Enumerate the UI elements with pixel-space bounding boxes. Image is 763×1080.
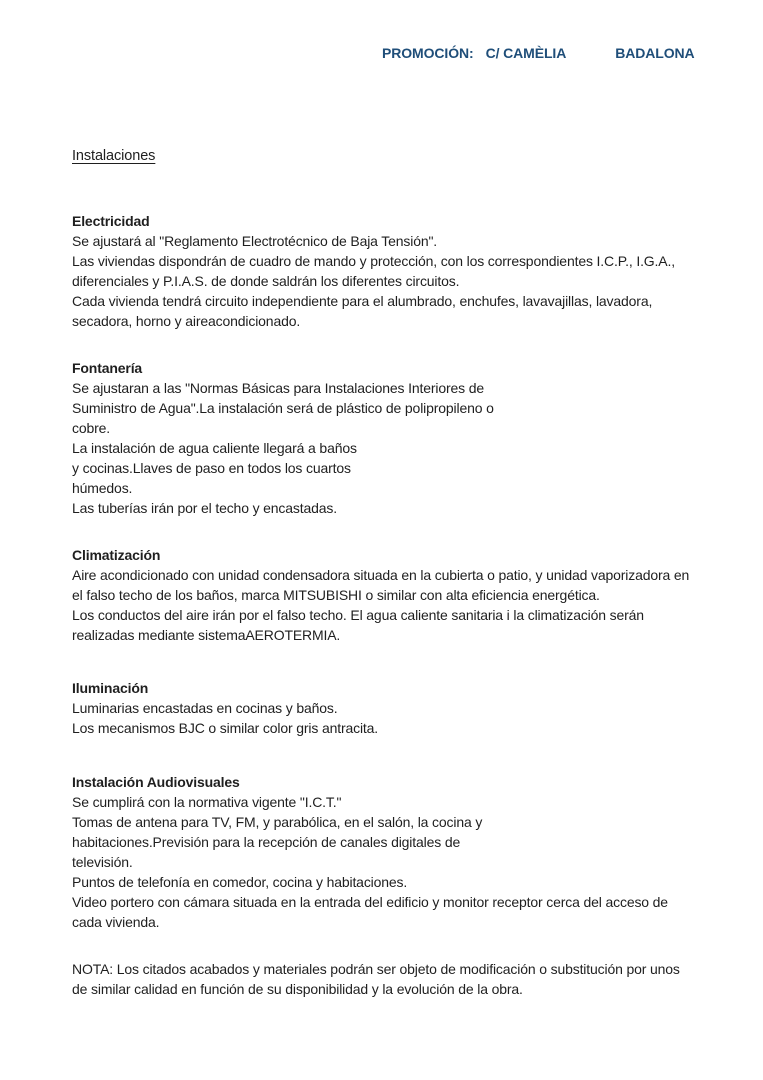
note-block (72, 959, 680, 999)
note-body (72, 959, 680, 999)
section-body (72, 792, 668, 932)
section-electricidad (72, 211, 675, 331)
text-line: Luminarias encastadas en cocinas y baños. (72, 700, 338, 716)
section-heading: Iluminación (72, 680, 149, 696)
text-line: Los conductos del aire irán por el falso techo. El agua caliente sanitaria i la climatización serán (72, 607, 644, 623)
section-body (72, 565, 689, 645)
text-line: habitaciones.Previsión para la recepción de canales digitales de (72, 834, 461, 850)
section-body (72, 231, 675, 331)
text-line: cobre. (72, 420, 111, 436)
text-line: Suministro de Agua".La instalación será de plástico de polipropileno o (72, 400, 494, 416)
promotion-label: PROMOCIÓN: (382, 45, 474, 61)
text-line: Se cumplirá con la normativa vigente "I.C.T." (72, 794, 342, 810)
section-climatizacion (72, 545, 689, 645)
text-line: cada vivienda. (72, 914, 160, 930)
text-line: Puntos de telefonía en comedor, cocina y habitaciones. (72, 874, 408, 890)
text-line: húmedos. (72, 480, 133, 496)
section-heading: Instalación Audiovisuales (72, 774, 240, 790)
text-line: Video portero con cámara situada en la entrada del edificio y monitor receptor cerca del acceso de (72, 894, 668, 910)
text-line: y cocinas.Llaves de paso en todos los cuartos (72, 460, 351, 476)
text-line: Las viviendas dispondrán de cuadro de mando y protección, con los correspondientes I.C.P., I.G.A., (72, 253, 675, 269)
section-iluminacion (72, 678, 378, 738)
section-instalacion-audiovisuales (72, 772, 668, 932)
section-heading: Electricidad (72, 213, 150, 229)
section-heading: Climatización (72, 547, 161, 563)
text-line: realizadas mediante sistemaAEROTERMIA. (72, 627, 341, 643)
text-line: diferenciales y P.I.A.S. de donde saldrán los diferentes circuitos. (72, 273, 460, 289)
text-line: el falso techo de los baños, marca MITSUBISHI o similar con alta eficiencia energética. (72, 587, 600, 603)
text-line: La instalación de agua caliente llegará a baños (72, 440, 357, 456)
document-header (382, 45, 695, 61)
section-body (72, 698, 378, 738)
text-line: Los mecanismos BJC o similar color gris antracita. (72, 720, 379, 736)
text-line: Las tuberías irán por el techo y encastadas. (72, 500, 338, 516)
text-line: Se ajustaran a las "Normas Básicas para Instalaciones Interiores de (72, 380, 485, 396)
text-line: televisión. (72, 854, 133, 870)
text-line: de similar calidad en función de su disponibilidad y la evolución de la obra. (72, 981, 523, 997)
text-line: Cada vivienda tendrá circuito independiente para el alumbrado, enchufes, lavavajillas, lavadora, (72, 293, 653, 309)
text-line: Se ajustará al "Reglamento Electrotécnico de Baja Tensión". (72, 233, 438, 249)
text-line: Tomas de antena para TV, FM, y parabólica, en el salón, la cocina y (72, 814, 483, 830)
promotion-city: BADALONA (615, 45, 695, 61)
section-fontaneria (72, 358, 494, 518)
promotion-address: C/ CAMÈLIA (485, 45, 567, 61)
text-line: Aire acondicionado con unidad condensadora situada en la cubierta o patio, y unidad vaporizadora en (72, 567, 690, 583)
text-line: NOTA: Los citados acabados y materiales podrán ser objeto de modificación o substitución por unos (72, 961, 680, 977)
page-title: Instalaciones (72, 148, 156, 164)
text-line: secadora, horno y aireacondicionado. (72, 313, 301, 329)
section-body (72, 378, 494, 518)
section-heading: Fontanería (72, 360, 143, 376)
